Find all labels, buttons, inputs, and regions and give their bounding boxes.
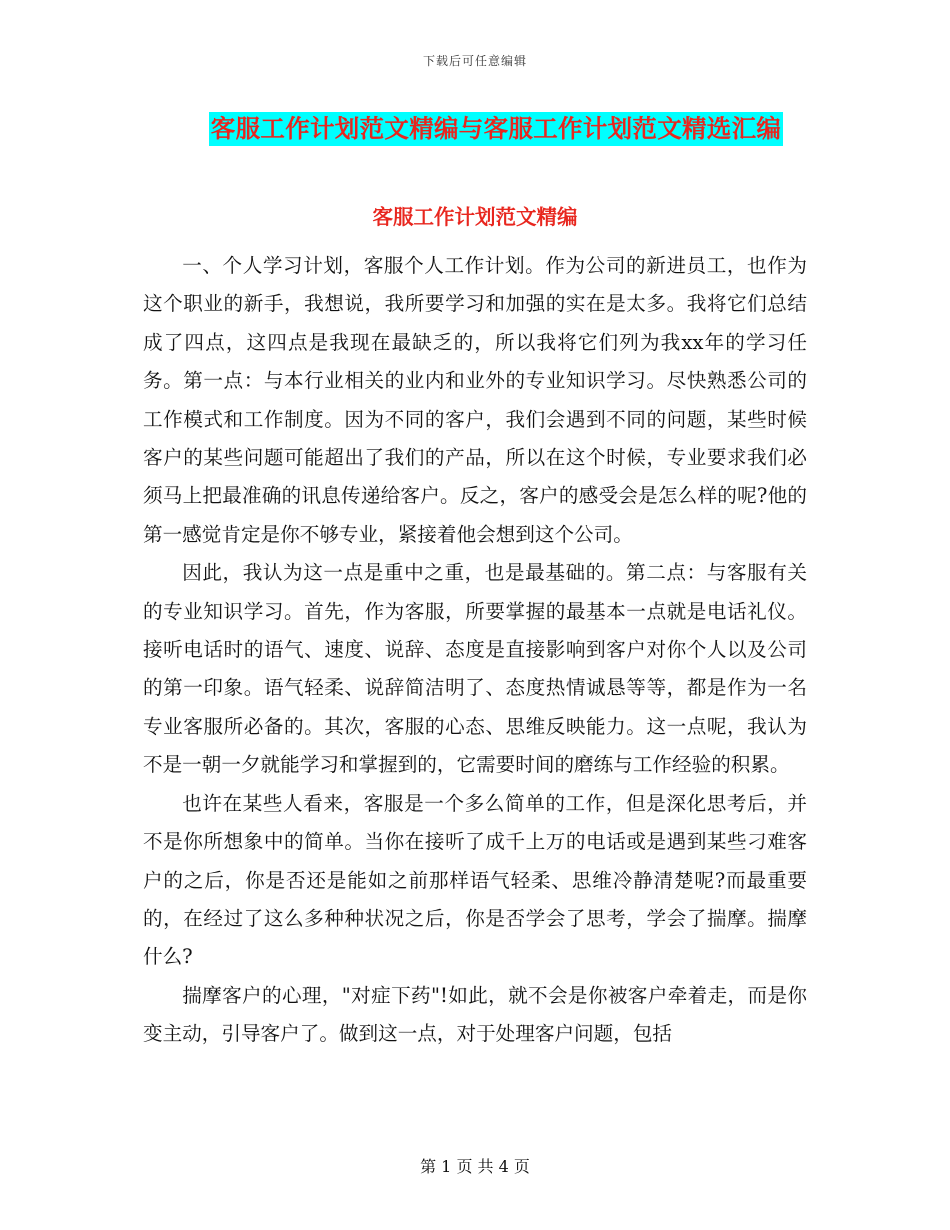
main-title-container: [0, 112, 950, 146]
paragraph: 揣摩客户的心理，"对症下药"!如此，就不会是你被客户牵着走，而是你变主动，引导客户了。做到这一点，对于处理客户问题，包括: [143, 983, 807, 1046]
paragraph: 一、个人学习计划，客服个人工作计划。作为公司的新进员工，也作为这个职业的新手，我想说，我所要学习和加强的实在是太多。我将它们总结成了四点，这四点是我现在最缺乏的，所以我将它们列为我xx年的学习任务。第一点：与本行业相关的业内和业外的专业知识学习。尽快熟悉公司的工作模式和工作制度。因为不同的客户，我们会遇到不同的问题，某些时候客户的某些问题可能超出了我们的产品，所以在这个时候，专业要求我们必须马上把最准确的讯息传递给客户。反之，客户的感受会是怎么样的呢?他的第一感觉肯定是你不够专业，紧接着他会想到这个公司。: [143, 254, 807, 546]
main-title: 客服工作计划范文精编与客服工作计划范文精选汇编: [209, 112, 783, 146]
page-number-label: 第 1 页 共 4 页: [420, 1157, 530, 1176]
document-body: [143, 247, 807, 1054]
paragraph: 因此，我认为这一点是重中之重，也是最基础的。第二点：与客服有关的专业知识学习。首先，作为客服，所要掌握的最基本一点就是电话礼仪。接听电话时的语气、速度、说辞、态度是直接影响到客户对你个人以及公司的第一印象。语气轻柔、说辞简洁明了、态度热情诚恳等等，都是作为一名专业客服所必备的。其次，客服的心态、思维反映能力。这一点呢，我认为不是一朝一夕就能学习和掌握到的，它需要时间的磨练与工作经验的积累。: [143, 561, 807, 777]
page-header-note: 下载后可任意编辑: [422, 54, 527, 68]
sub-title: 客服工作计划范文精编: [372, 205, 578, 229]
paragraph: 也许在某些人看来，客服是一个多么简单的工作，但是深化思考后，并不是你所想象中的简单。当你在接听了成千上万的电话或是遇到某些刁难客户的之后，你是否还是能如之前那样语气轻柔、思维冷静清楚呢?而最重要的，在经过了这么多种种状况之后，你是否学会了思考，学会了揣摩。揣摩什么?: [143, 791, 807, 969]
page-footer: [0, 1154, 950, 1177]
